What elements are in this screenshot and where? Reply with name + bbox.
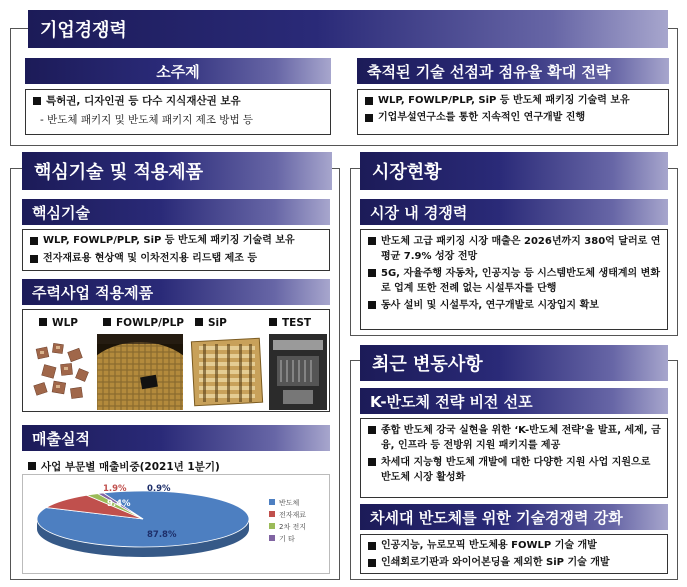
pie-data-label: 1.9%: [103, 484, 127, 494]
next-gen-header: [360, 504, 668, 530]
k-strategy-box: [360, 418, 668, 498]
bullet-square-icon: [28, 462, 36, 470]
test-product-image: [269, 334, 327, 410]
sales-title: 매출실적: [32, 429, 90, 448]
core-section-header: [22, 152, 332, 190]
company-section-header: [28, 10, 668, 48]
bullet-square-icon: [39, 318, 47, 326]
legend-swatch: [269, 523, 275, 529]
bullet-square-icon: [195, 318, 203, 326]
legend-swatch: [269, 511, 275, 517]
strategy-header: [357, 58, 669, 84]
market-section-title: 시장현황: [372, 162, 442, 183]
product-label-test: TEST: [269, 316, 311, 330]
market-comp-box: [360, 229, 668, 330]
core-tech-header: [22, 199, 330, 225]
sales-chart-panel: [22, 474, 330, 574]
k-strategy-header: [360, 388, 668, 414]
subtopic-sub-item: - 반도체 패키지 및 반도체 패키지 제조 방법 등: [40, 114, 254, 126]
wlp-product-image: [31, 336, 95, 408]
strategy-item: 기업부설연구소를 통한 지속적인 연구개발 진행: [364, 111, 662, 125]
legend-label: 전자재료: [279, 511, 307, 519]
core-tech-item: 전자재료용 현상액 및 이차전지용 리드탭 제조 등: [29, 252, 323, 266]
fowlp-product-image: [97, 334, 183, 410]
k-strategy-item: 차세대 지능형 반도체 개발에 대한 다양한 지원 사업 지원으로 반도체 시장 활성화: [367, 455, 661, 485]
market-item: 반도체 고급 패키징 시장 매출은 2026년까지 380억 달러로 연평균 7.9% 성장 전망: [367, 234, 661, 264]
pie-data-label: 9.4%: [107, 499, 131, 509]
sales-pie-chart: [23, 475, 329, 573]
legend-label: 2차 전지: [279, 523, 306, 531]
product-label-fowlp: FOWLP/PLP: [103, 316, 184, 330]
core-tech-title: 핵심기술: [32, 203, 90, 222]
next-gen-item: 인공지능, 뉴로모픽 반도체용 FOWLP 기술 개발: [367, 539, 661, 553]
next-gen-box: [360, 534, 668, 574]
legend-swatch: [269, 499, 275, 505]
k-strategy-item: 종합 반도체 강국 실현을 위한 ‘K-반도체 전략’을 발표, 세제, 금융, 인프라 등 전방위 지원 패키지를 제공: [367, 423, 661, 453]
subtopic-box: [25, 89, 331, 135]
legend-label: 기 타: [279, 535, 295, 543]
market-item: 5G, 자율주행 자동차, 인공지능 등 시스템반도체 생태계의 변화로 업계 또한 전례 없는 시설투자를 단행: [367, 266, 661, 296]
strategy-item: WLP, FOWLP/PLP, SiP 등 반도체 패키징 기술력 보유: [364, 94, 662, 108]
recent-section-title: 최근 변동사항: [372, 354, 483, 375]
bullet-square-icon: [269, 318, 277, 326]
company-section-title: 기업경쟁력: [40, 20, 127, 41]
subtopic-item: 특허권, 디자인권 등 다수 지식재산권 보유: [32, 94, 324, 108]
market-comp-title: 시장 내 경쟁력: [370, 203, 468, 222]
bullet-square-icon: [103, 318, 111, 326]
k-strategy-title: K-반도체 전략 비전 선포: [370, 392, 533, 411]
subtopic-header: [25, 58, 331, 84]
pie-data-label: 87.8%: [147, 530, 177, 540]
market-comp-header: [360, 199, 668, 225]
legend-label: 반도체: [279, 499, 300, 507]
products-box: [22, 309, 330, 412]
next-gen-item: 인쇄회로기판과 와이어본딩을 제외한 SiP 기술 개발: [367, 556, 661, 570]
product-label-wlp: WLP: [39, 316, 78, 330]
pie-data-label: 0.9%: [147, 484, 171, 494]
strategy-title: 축적된 기술 선점과 점유율 확대 전략: [367, 62, 611, 81]
products-header: [22, 279, 330, 305]
core-tech-item: WLP, FOWLP/PLP, SiP 등 반도체 패키징 기술력 보유: [29, 234, 323, 248]
products-title: 주력사업 적용제품: [32, 283, 154, 302]
core-tech-box: [22, 229, 330, 271]
market-section-header: [360, 152, 668, 190]
recent-section-header: [360, 345, 668, 381]
sip-product-image: [189, 336, 265, 408]
subtopic-title: 소주제: [156, 62, 200, 81]
next-gen-title: 차세대 반도체를 위한 기술경쟁력 강화: [370, 508, 623, 527]
core-section-title: 핵심기술 및 적용제품: [34, 162, 204, 183]
product-label-sip: SiP: [195, 316, 227, 330]
sales-subtitle: 사업 부문별 매출비중(2021년 1분기): [28, 459, 220, 474]
legend-swatch: [269, 535, 275, 541]
market-item: 동사 설비 및 시설투자, 연구개발로 시장입지 확보: [367, 298, 661, 313]
sales-header: [22, 425, 330, 451]
strategy-box: [357, 89, 669, 135]
